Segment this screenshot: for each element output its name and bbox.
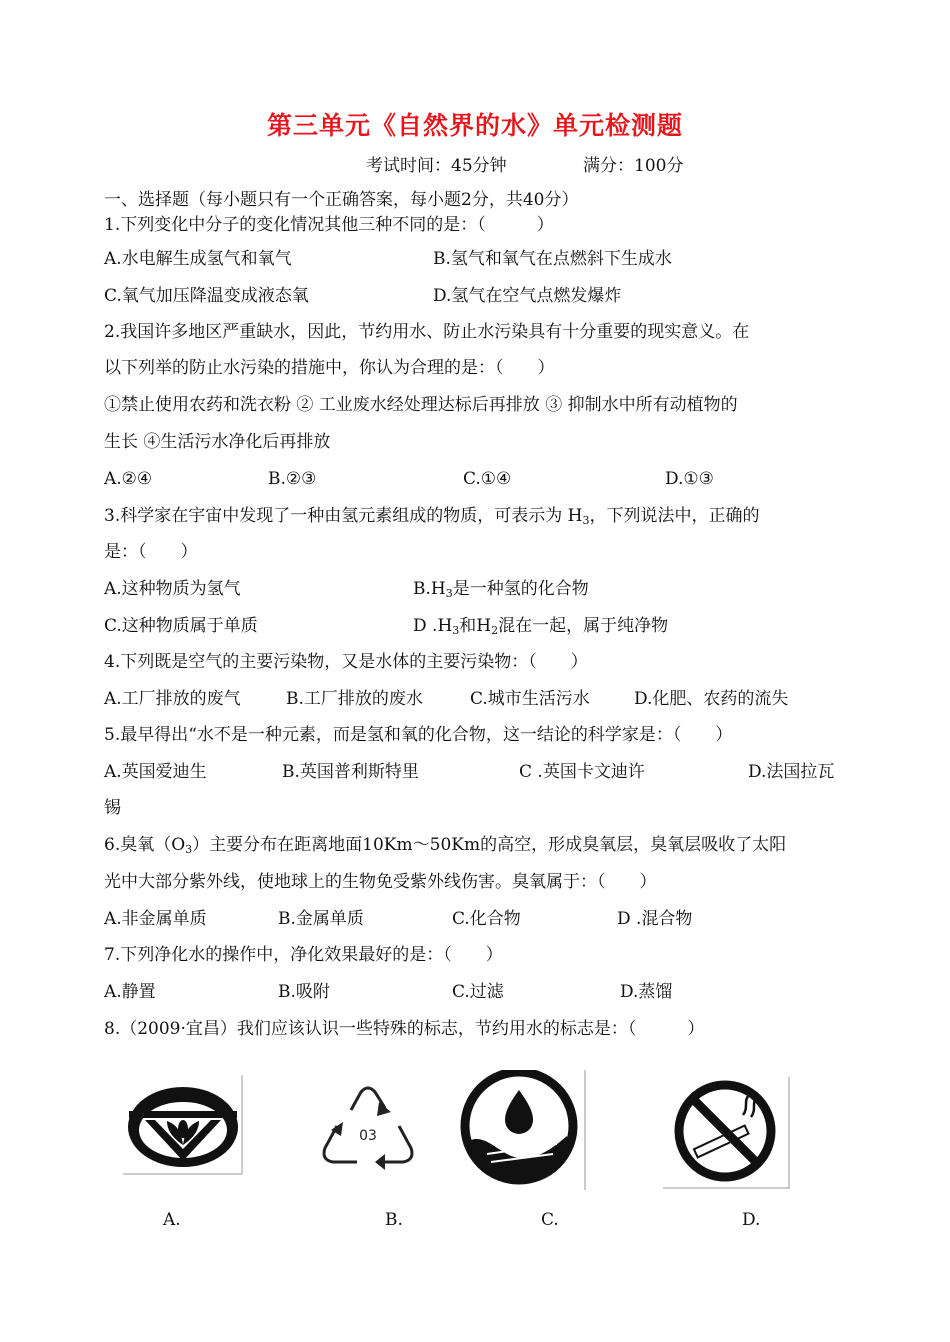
q6-stem-a: 6.臭氧（O: [104, 835, 186, 855]
q1-option-b: B.氢气和氧气在点燃斜下生成水: [433, 249, 672, 269]
q3-option-c: C.这种物质属于单质: [104, 616, 258, 636]
q1-option-a: A.水电解生成氢气和氧气: [104, 249, 292, 269]
q5-option-b: B.英国普利斯特里: [282, 762, 419, 782]
q3-option-d: [413, 615, 668, 642]
q2-option-a: A.②④: [104, 469, 153, 489]
q4-option-a: A.工厂排放的废气: [104, 689, 241, 709]
q7-option-a: A.静置: [104, 982, 156, 1002]
q4-option-c: C.城市生活污水: [470, 689, 590, 709]
q5-option-c: C .英国卡文迪许: [519, 762, 645, 782]
q3-b-sub: 3: [445, 587, 453, 600]
q8-option-c: C.: [541, 1210, 559, 1230]
q1-option-d: D.氢气在空气点燃发爆炸: [433, 286, 622, 306]
q6-option-a: A.非金属单质: [104, 909, 207, 929]
q3-option-b: [413, 578, 589, 605]
question-2-stem-line2: 以下列举的防止水污染的措施中，你认为合理的是：（ ）: [104, 358, 555, 378]
q6-option-c: C.化合物: [452, 909, 521, 929]
question-6-stem-line1: [104, 834, 786, 861]
q7-option-b: B.吸附: [278, 982, 330, 1002]
full-score: 满分：100分: [583, 156, 684, 176]
water-saving-icon: [457, 1070, 587, 1190]
q3-option-a: A.这种物质为氢气: [104, 579, 241, 599]
q7-option-c: C.过滤: [452, 982, 504, 1002]
question-3-stem-line1: [104, 505, 759, 532]
q2-option-d: D.①③: [665, 469, 714, 489]
green-food-logo-icon: [123, 1075, 243, 1175]
q1-option-c: C.氧气加压降温变成液态氧: [104, 286, 309, 306]
exam-time: 考试时间：45分钟: [366, 156, 507, 176]
q6-stem-b: ）主要分布在距离地面10Km～50Km的高空，形成臭氧层，臭氧层吸收了太阳: [192, 835, 787, 855]
q3-stem-a: 3.科学家在宇宙中发现了一种由氢元素组成的物质，可表示为 H: [104, 506, 583, 526]
q3-d-a: D .H: [413, 616, 453, 636]
recycle-triangle-icon: [313, 1082, 423, 1178]
q8-option-a: A.: [163, 1210, 181, 1230]
question-2-items-line2: 生长 ④生活污水净化后再排放: [104, 432, 331, 452]
recycle-code: 03: [359, 1128, 377, 1144]
q8-option-b: B.: [385, 1210, 403, 1230]
q3-b-a: B.H: [413, 579, 446, 599]
q5-option-a: A.英国爱迪生: [104, 762, 207, 782]
q3-d-b: 混在一起，属于纯净物: [498, 616, 669, 636]
q6-option-b: B.金属单质: [278, 909, 364, 929]
question-8-stem: 8.（2009·宜昌）我们应该认识一些特殊的标志，节约用水的标志是：（ ）: [104, 1019, 705, 1039]
question-4-stem: 4.下列既是空气的主要污染物，又是水体的主要污染物：（ ）: [104, 652, 588, 672]
q5-option-d: D.法国拉瓦: [748, 762, 835, 782]
question-6-stem-line2: 光中大部分紫外线，使地球上的生物免受紫外线伤害。臭氧属于：（ ）: [104, 872, 657, 892]
q3-b-b: 是一种氢的化合物: [452, 579, 589, 599]
q4-option-b: B.工厂排放的废水: [286, 689, 423, 709]
question-3-stem-line2: 是：（ ）: [104, 542, 198, 562]
question-2-items-line1: ①禁止使用农药和洗衣粉 ② 工业废水经处理达标后再排放 ③ 抑制水中所有动植物的: [104, 395, 738, 415]
question-7-stem: 7.下列净化水的操作中，净化效果最好的是：（ ）: [104, 945, 503, 965]
question-5-stem: 5.最早得出“水不是一种元素，而是氢和氧的化合物，这一结论的科学家是：（ ）: [104, 725, 733, 745]
q3-stem-sub: 3: [582, 514, 590, 527]
q7-option-d: D.蒸馏: [620, 982, 673, 1002]
q3-d-mid: 和H: [459, 616, 492, 636]
section-header: 一、选择题（每小题只有一个正确答案，每小题2分，共40分）: [104, 190, 579, 210]
q3-stem-b: ，下列说法中，正确的: [589, 506, 760, 526]
q2-option-c: C.①④: [463, 469, 512, 489]
q2-option-b: B.②③: [268, 469, 317, 489]
q8-option-d: D.: [742, 1210, 761, 1230]
q6-stem-sub: 3: [185, 843, 193, 856]
question-1-stem: 1.下列变化中分子的变化情况其他三种不同的是：（ ）: [104, 215, 554, 235]
no-smoking-icon: [663, 1077, 793, 1189]
q3-d-sub2: 2: [491, 624, 499, 637]
q6-option-d: D .混合物: [617, 909, 693, 929]
q4-option-d: D.化肥、农药的流失: [634, 689, 789, 709]
q5-option-d-continued: 锡: [104, 798, 121, 818]
page-title: 第三单元《自然界的水》单元检测题: [266, 111, 683, 140]
q3-d-sub1: 3: [452, 624, 460, 637]
question-2-stem-line1: 2.我国许多地区严重缺水，因此，节约用水、防止水污染具有十分重要的现实意义。在: [104, 322, 750, 342]
